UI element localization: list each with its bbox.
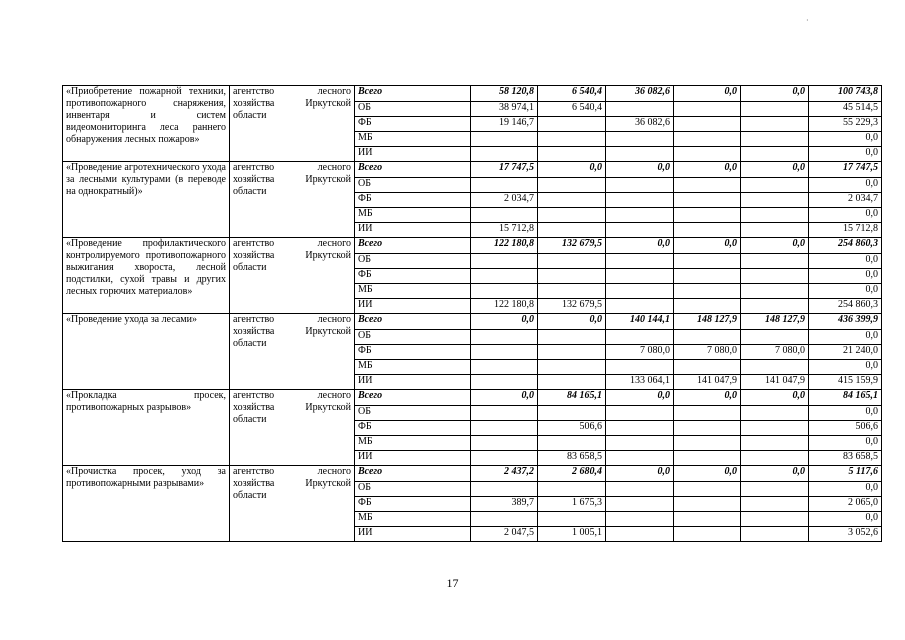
- funding-source-cell: ФБ: [355, 117, 471, 132]
- amount-cell: [741, 147, 809, 162]
- amount-cell: [471, 330, 538, 345]
- amount-cell: 141 047,9: [741, 375, 809, 390]
- amount-cell: 0,0: [538, 162, 606, 178]
- amount-cell: 1 005,1: [538, 527, 606, 542]
- amount-cell: 0,0: [606, 390, 674, 406]
- page-number: 17: [446, 576, 459, 590]
- amount-cell: [674, 269, 741, 284]
- amount-cell: [674, 482, 741, 497]
- amount-cell: [741, 299, 809, 314]
- amount-cell: 2 680,4: [538, 466, 606, 482]
- amount-cell: [606, 147, 674, 162]
- amount-cell: [538, 178, 606, 193]
- amount-cell: [538, 147, 606, 162]
- amount-cell: [741, 497, 809, 512]
- amount-cell: 0,0: [741, 390, 809, 406]
- amount-cell: [471, 436, 538, 451]
- amount-cell: 132 679,5: [538, 238, 606, 254]
- responsible-org-cell: агентство лесного хозяйства Иркутской области: [230, 390, 355, 466]
- row-total-cell: 15 712,8: [809, 223, 882, 238]
- amount-cell: [741, 360, 809, 375]
- funding-source-cell: ФБ: [355, 269, 471, 284]
- funding-source-cell: Всего: [355, 86, 471, 102]
- amount-cell: [674, 254, 741, 269]
- row-total-cell: 0,0: [809, 284, 882, 299]
- amount-cell: 0,0: [674, 162, 741, 178]
- amount-cell: 0,0: [741, 162, 809, 178]
- amount-cell: [674, 330, 741, 345]
- funding-source-cell: МБ: [355, 512, 471, 527]
- amount-cell: [606, 193, 674, 208]
- amount-cell: [471, 132, 538, 147]
- amount-cell: [674, 284, 741, 299]
- amount-cell: [606, 482, 674, 497]
- amount-cell: 0,0: [538, 314, 606, 330]
- amount-cell: [741, 512, 809, 527]
- amount-cell: [674, 208, 741, 223]
- funding-source-cell: Всего: [355, 390, 471, 406]
- amount-cell: [674, 147, 741, 162]
- scan-speck: ·: [806, 16, 809, 25]
- amount-cell: [674, 299, 741, 314]
- amount-cell: [741, 406, 809, 421]
- row-total-cell: 84 165,1: [809, 390, 882, 406]
- funding-source-cell: Всего: [355, 238, 471, 254]
- amount-cell: [674, 223, 741, 238]
- amount-cell: [741, 132, 809, 147]
- amount-cell: 0,0: [741, 466, 809, 482]
- responsible-org-cell: агентство лесного хозяйства Иркутской области: [230, 86, 355, 162]
- amount-cell: 141 047,9: [674, 375, 741, 390]
- amount-cell: [606, 512, 674, 527]
- amount-cell: [538, 330, 606, 345]
- amount-cell: [538, 375, 606, 390]
- amount-cell: 0,0: [674, 86, 741, 102]
- row-total-cell: 0,0: [809, 178, 882, 193]
- amount-cell: [538, 132, 606, 147]
- row-total-cell: 2 065,0: [809, 497, 882, 512]
- amount-cell: [471, 375, 538, 390]
- amount-cell: [471, 360, 538, 375]
- row-total-cell: 21 240,0: [809, 345, 882, 360]
- funding-source-cell: Всего: [355, 466, 471, 482]
- row-total-cell: 83 658,5: [809, 451, 882, 466]
- amount-cell: [471, 406, 538, 421]
- funding-source-cell: ИИ: [355, 527, 471, 542]
- row-total-cell: 0,0: [809, 132, 882, 147]
- amount-cell: [606, 421, 674, 436]
- amount-cell: [538, 284, 606, 299]
- amount-cell: [471, 421, 538, 436]
- amount-cell: [606, 299, 674, 314]
- funding-source-cell: ИИ: [355, 375, 471, 390]
- amount-cell: [606, 102, 674, 117]
- amount-cell: [538, 117, 606, 132]
- amount-cell: [538, 254, 606, 269]
- event-name-cell: «Прочистка просек, уход за противопожарными разрывами»: [63, 466, 230, 542]
- row-total-cell: 0,0: [809, 208, 882, 223]
- funding-source-cell: ФБ: [355, 497, 471, 512]
- row-total-cell: 2 034,7: [809, 193, 882, 208]
- amount-cell: [606, 178, 674, 193]
- amount-cell: [674, 421, 741, 436]
- funding-source-cell: МБ: [355, 436, 471, 451]
- amount-cell: 148 127,9: [674, 314, 741, 330]
- amount-cell: 1 675,3: [538, 497, 606, 512]
- amount-cell: [674, 512, 741, 527]
- amount-cell: [741, 254, 809, 269]
- amount-cell: [471, 208, 538, 223]
- table-row-total: [63, 162, 882, 178]
- amount-cell: [741, 208, 809, 223]
- amount-cell: [674, 436, 741, 451]
- funding-source-cell: Всего: [355, 162, 471, 178]
- row-total-cell: 55 229,3: [809, 117, 882, 132]
- amount-cell: 0,0: [674, 466, 741, 482]
- amount-cell: [606, 330, 674, 345]
- amount-cell: 6 540,4: [538, 102, 606, 117]
- amount-cell: 7 080,0: [674, 345, 741, 360]
- funding-source-cell: ОБ: [355, 254, 471, 269]
- amount-cell: 2 437,2: [471, 466, 538, 482]
- amount-cell: [538, 360, 606, 375]
- amount-cell: 122 180,8: [471, 238, 538, 254]
- amount-cell: 83 658,5: [538, 451, 606, 466]
- amount-cell: [471, 147, 538, 162]
- amount-cell: [674, 360, 741, 375]
- amount-cell: 58 120,8: [471, 86, 538, 102]
- amount-cell: 0,0: [606, 238, 674, 254]
- funding-source-cell: ОБ: [355, 406, 471, 421]
- event-name-cell: «Приобретение пожарной техники, противопожарного снаряжения, инвентаря и систем видеомониторинга леса раннего обнаружения лесных пожаров»: [63, 86, 230, 162]
- amount-cell: [538, 223, 606, 238]
- amount-cell: [471, 284, 538, 299]
- row-total-cell: 17 747,5: [809, 162, 882, 178]
- row-total-cell: 0,0: [809, 254, 882, 269]
- amount-cell: [606, 223, 674, 238]
- amount-cell: [471, 269, 538, 284]
- amount-cell: [741, 223, 809, 238]
- amount-cell: [741, 284, 809, 299]
- amount-cell: [741, 117, 809, 132]
- amount-cell: [606, 132, 674, 147]
- funding-source-cell: ИИ: [355, 147, 471, 162]
- funding-source-cell: ФБ: [355, 345, 471, 360]
- responsible-org-cell: агентство лесного хозяйства Иркутской области: [230, 314, 355, 390]
- amount-cell: [674, 193, 741, 208]
- amount-cell: [674, 102, 741, 117]
- amount-cell: [741, 421, 809, 436]
- amount-cell: [471, 482, 538, 497]
- amount-cell: [674, 132, 741, 147]
- amount-cell: 506,6: [538, 421, 606, 436]
- row-total-cell: 5 117,6: [809, 466, 882, 482]
- amount-cell: 7 080,0: [606, 345, 674, 360]
- amount-cell: [741, 527, 809, 542]
- row-total-cell: 415 159,9: [809, 375, 882, 390]
- amount-cell: 2 047,5: [471, 527, 538, 542]
- amount-cell: [674, 406, 741, 421]
- amount-cell: [471, 512, 538, 527]
- table-row-total: [63, 86, 882, 102]
- responsible-org-cell: агентство лесного хозяйства Иркутской области: [230, 162, 355, 238]
- amount-cell: 133 064,1: [606, 375, 674, 390]
- amount-cell: [674, 497, 741, 512]
- amount-cell: [538, 436, 606, 451]
- table-row-total: [63, 238, 882, 254]
- budget-table: [62, 85, 882, 542]
- amount-cell: 36 082,6: [606, 86, 674, 102]
- event-name-cell: «Проведение ухода за лесами»: [63, 314, 230, 390]
- responsible-org-cell: агентство лесного хозяйства Иркутской области: [230, 466, 355, 542]
- amount-cell: 84 165,1: [538, 390, 606, 406]
- amount-cell: [674, 178, 741, 193]
- amount-cell: [741, 330, 809, 345]
- amount-cell: 2 034,7: [471, 193, 538, 208]
- amount-cell: [741, 102, 809, 117]
- amount-cell: [741, 193, 809, 208]
- amount-cell: [741, 178, 809, 193]
- row-total-cell: 436 399,9: [809, 314, 882, 330]
- amount-cell: [471, 178, 538, 193]
- amount-cell: [606, 269, 674, 284]
- amount-cell: [606, 406, 674, 421]
- row-total-cell: 0,0: [809, 406, 882, 421]
- amount-cell: [741, 482, 809, 497]
- row-total-cell: 254 860,3: [809, 299, 882, 314]
- amount-cell: [538, 482, 606, 497]
- amount-cell: [538, 512, 606, 527]
- amount-cell: 36 082,6: [606, 117, 674, 132]
- amount-cell: 19 146,7: [471, 117, 538, 132]
- funding-source-cell: ИИ: [355, 223, 471, 238]
- amount-cell: 0,0: [606, 162, 674, 178]
- amount-cell: [606, 208, 674, 223]
- row-total-cell: 0,0: [809, 330, 882, 345]
- amount-cell: 0,0: [471, 314, 538, 330]
- amount-cell: 0,0: [741, 238, 809, 254]
- amount-cell: 0,0: [674, 390, 741, 406]
- table-row-total: [63, 314, 882, 330]
- amount-cell: [606, 284, 674, 299]
- amount-cell: [606, 497, 674, 512]
- amount-cell: 0,0: [471, 390, 538, 406]
- responsible-org-cell: агентство лесного хозяйства Иркутской области: [230, 238, 355, 314]
- amount-cell: 0,0: [674, 238, 741, 254]
- funding-source-cell: ОБ: [355, 482, 471, 497]
- amount-cell: [606, 527, 674, 542]
- amount-cell: [471, 345, 538, 360]
- amount-cell: 15 712,8: [471, 223, 538, 238]
- funding-source-cell: Всего: [355, 314, 471, 330]
- amount-cell: [606, 254, 674, 269]
- funding-source-cell: МБ: [355, 132, 471, 147]
- amount-cell: 6 540,4: [538, 86, 606, 102]
- amount-cell: 389,7: [471, 497, 538, 512]
- amount-cell: [606, 360, 674, 375]
- funding-source-cell: МБ: [355, 208, 471, 223]
- row-total-cell: 506,6: [809, 421, 882, 436]
- amount-cell: 0,0: [606, 466, 674, 482]
- amount-cell: 38 974,1: [471, 102, 538, 117]
- table-body: [63, 86, 882, 542]
- row-total-cell: 0,0: [809, 360, 882, 375]
- table-row-total: [63, 466, 882, 482]
- table-row-total: [63, 390, 882, 406]
- amount-cell: [606, 436, 674, 451]
- row-total-cell: 100 743,8: [809, 86, 882, 102]
- amount-cell: [741, 436, 809, 451]
- amount-cell: [538, 406, 606, 421]
- amount-cell: 140 144,1: [606, 314, 674, 330]
- row-total-cell: 45 514,5: [809, 102, 882, 117]
- funding-source-cell: МБ: [355, 360, 471, 375]
- funding-source-cell: ОБ: [355, 178, 471, 193]
- amount-cell: [741, 269, 809, 284]
- row-total-cell: 0,0: [809, 147, 882, 162]
- amount-cell: [674, 451, 741, 466]
- event-name-cell: «Проведение профилактического контролируемого противопожарного выжигания хвороста, лесной подстилки, сухой травы и других лесных горючих материалов»: [63, 238, 230, 314]
- amount-cell: 132 679,5: [538, 299, 606, 314]
- funding-source-cell: МБ: [355, 284, 471, 299]
- row-total-cell: 3 052,6: [809, 527, 882, 542]
- funding-source-cell: ФБ: [355, 421, 471, 436]
- amount-cell: 122 180,8: [471, 299, 538, 314]
- amount-cell: [471, 451, 538, 466]
- event-name-cell: «Прокладка просек, противопожарных разрывов»: [63, 390, 230, 466]
- amount-cell: 148 127,9: [741, 314, 809, 330]
- amount-cell: [741, 451, 809, 466]
- amount-cell: 0,0: [741, 86, 809, 102]
- funding-source-cell: ФБ: [355, 193, 471, 208]
- amount-cell: [538, 208, 606, 223]
- amount-cell: [606, 451, 674, 466]
- amount-cell: [674, 527, 741, 542]
- amount-cell: [471, 254, 538, 269]
- funding-source-cell: ОБ: [355, 102, 471, 117]
- row-total-cell: 254 860,3: [809, 238, 882, 254]
- row-total-cell: 0,0: [809, 436, 882, 451]
- event-name-cell: «Проведение агротехнического ухода за лесными культурами (в переводе на однократный)»: [63, 162, 230, 238]
- row-total-cell: 0,0: [809, 512, 882, 527]
- funding-source-cell: ИИ: [355, 299, 471, 314]
- funding-source-cell: ОБ: [355, 330, 471, 345]
- row-total-cell: 0,0: [809, 482, 882, 497]
- amount-cell: 17 747,5: [471, 162, 538, 178]
- amount-cell: [538, 193, 606, 208]
- amount-cell: [538, 345, 606, 360]
- row-total-cell: 0,0: [809, 269, 882, 284]
- amount-cell: [674, 117, 741, 132]
- amount-cell: 7 080,0: [741, 345, 809, 360]
- funding-source-cell: ИИ: [355, 451, 471, 466]
- amount-cell: [538, 269, 606, 284]
